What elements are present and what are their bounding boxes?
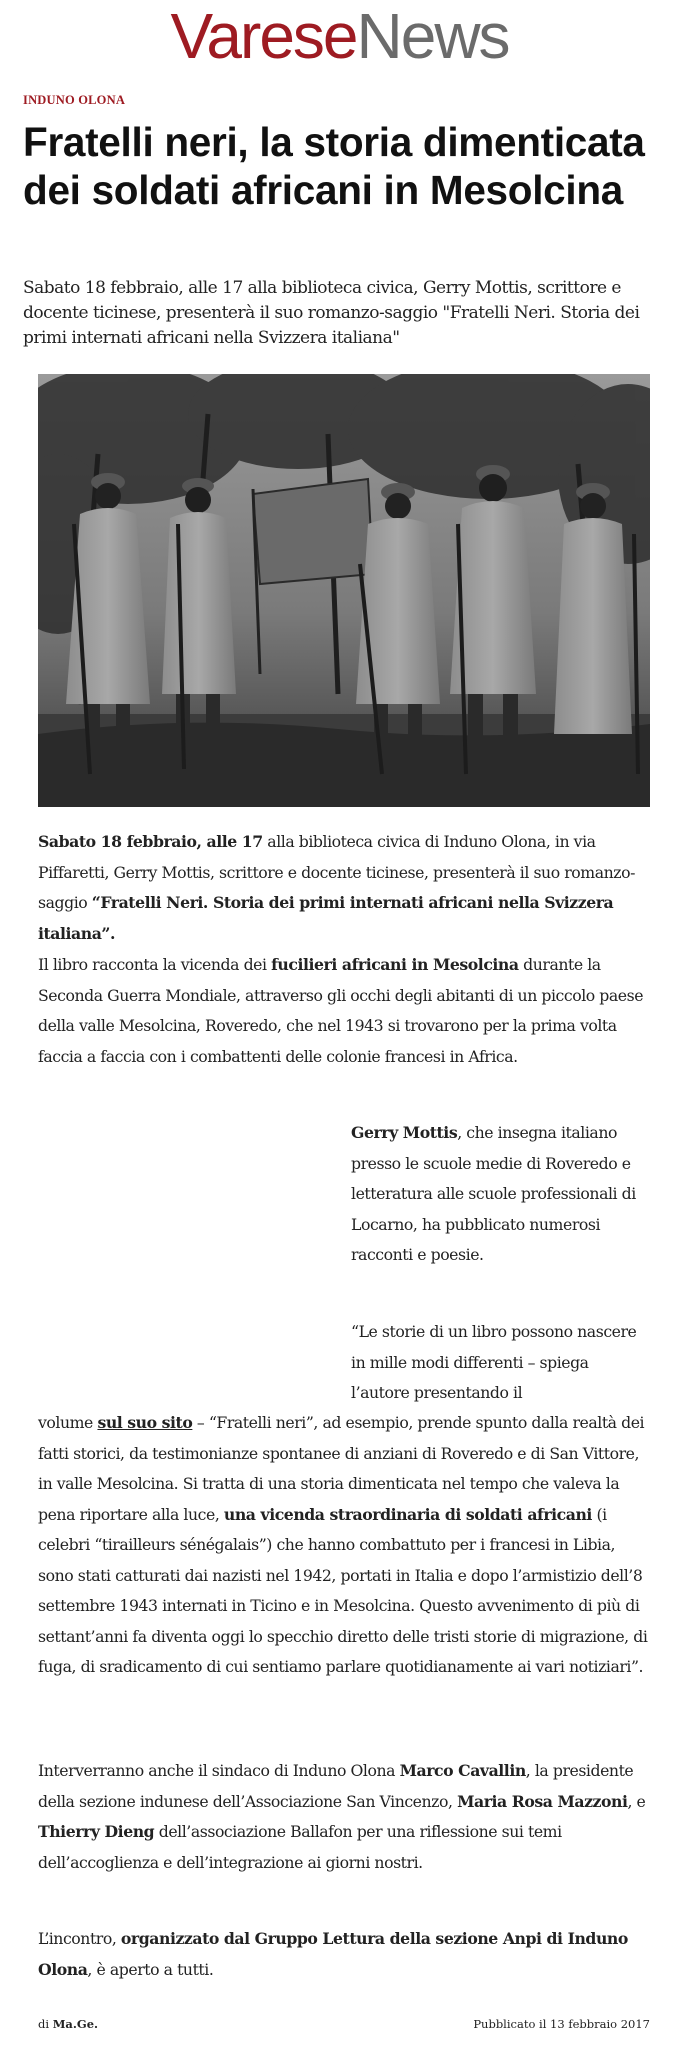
article-lead: Sabato 18 febbraio, alle 17 alla biblioteca civica, Gerry Mottis, scrittore e docente ticinese, presenterà il suo romanzo-saggio "Fratelli Neri. Storia dei primi internati africani nella Svizzera italiana" bbox=[23, 278, 640, 348]
paragraph-2: Il libro racconta la vicenda dei fucilieri africani in Mesolcina durante la Seconda Guerra Mondiale, attraverso gli occhi degli abitanti di un piccolo paese della valle Mesolcina, Roveredo, che nel 1943 si trovarono per la prima volta faccia a faccia con i combattenti delle colonie francesi in Africa. bbox=[38, 955, 644, 1066]
paragraph-4-part-1: “Le storie di un libro possono nascere in mille modi differenti – spiega l’autore presentando il bbox=[351, 1322, 637, 1402]
soldiers-photo-illustration bbox=[38, 374, 650, 807]
byline: di Ma.Ge. bbox=[38, 2017, 99, 2031]
publish-date: Pubblicato il 13 febbraio 2017 bbox=[473, 2017, 650, 2031]
author-site-link[interactable]: sul suo sito bbox=[97, 1413, 193, 1432]
paragraph-5: Interverranno anche il sindaco di Induno Olona Marco Cavallin, la presidente della sezione indunese dell’Associazione San Vincenzo, Maria Rosa Mazzoni, e Thierry Dieng dell’associazione Ballafon per una riflessione sui temi dell’accoglienza e dell’integrazione ai giorni nostri. bbox=[38, 1761, 646, 1872]
byline-author[interactable]: Ma.Ge. bbox=[52, 2017, 99, 2031]
article-headline: Fratelli neri, la storia dimenticata dei soldati africani in Mesolcina bbox=[23, 119, 645, 213]
site-logo[interactable] bbox=[0, 0, 679, 72]
category-label[interactable]: INDUNO OLONA bbox=[23, 93, 126, 107]
logo-varese: Varese bbox=[170, 0, 357, 72]
paragraph-4-part-2: volume sul suo sito – “Fratelli neri”, ad esempio, prende spunto dalla realtà dei fatti storici, da testimonianze spontanee di anziani di Roveredo e di San Vittore, in valle Mesolcina. Si tratta di una storia dimenticata nel tempo che valeva la pena riportare alla luce, una vicenda straordinaria di soldati africani (i celebri “tirailleurs sénégalais”) che hanno combattuto per i francesi in Libia, sono stati catturati dai nazisti nel 1942, portati in Italia e dopo l’armistizio dell’8 settembre 1943 internati in Ticino e in Mesolcina. Questo avvenimento di più di settant’anni fa diventa oggi lo specchio diretto delle tristi storie di migrazione, di fuga, di sradicamento di cui sentiamo parlare quotidianamente ai vari notiziari”. bbox=[38, 1413, 648, 1676]
article-photo bbox=[38, 374, 650, 807]
paragraph-1: Sabato 18 febbraio, alle 17 alla biblioteca civica di Induno Olona, in via Piffaretti, Gerry Mottis, scrittore e docente ticinese, presenterà il suo romanzo-saggio “Fratelli Neri. Storia dei primi internati africani nella Svizzera italiana”. bbox=[38, 832, 635, 943]
paragraph-6: L’incontro, organizzato dal Gruppo Lettura della sezione Anpi di Induno Olona, è aperto a tutti. bbox=[38, 1929, 628, 1979]
paragraph-3: Gerry Mottis, che insegna italiano presso le scuole medie di Roveredo e letteratura alle scuole professionali di Locarno, ha pubblicato numerosi racconti e poesie. bbox=[351, 1123, 636, 1264]
logo-news: News bbox=[356, 0, 509, 72]
